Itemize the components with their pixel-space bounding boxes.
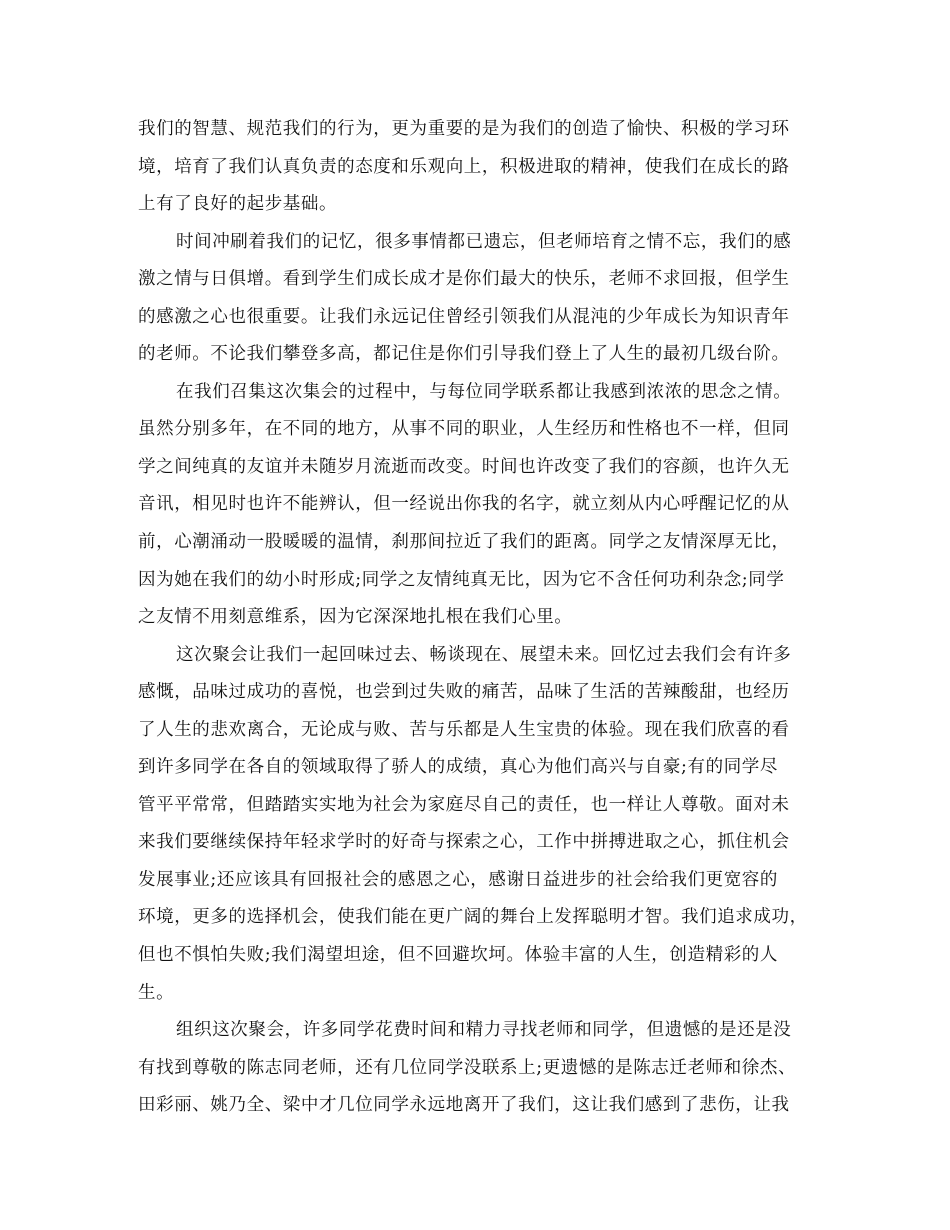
text-line: 的老师。不论我们攀登多高，都记住是你们引导我们登上了人生的最初几级台阶。 (138, 344, 790, 365)
text-line: 发展事业;还应该具有回报社会的感恩之心，感谢日益进步的社会给我们更宽容的 (138, 869, 778, 890)
paragraph-first-line: 组织这次聚会，许多同学花费时间和精力寻找老师和同学，但遗憾的是还是没 (176, 1020, 792, 1041)
text-line: 学之间纯真的友谊并未随岁月流逝而改变。时间也许改变了我们的容颜，也许久无 (138, 456, 790, 477)
text-line: 来我们要继续保持年轻求学时的好奇与探索之心，工作中拼搏进取之心，抓住机会 (138, 832, 790, 853)
text-line: 我们的智慧、规范我们的行为，更为重要的是为我们的创造了愉快、积极的学习环 (138, 119, 790, 139)
text-line: 环境，更多的选择机会，使我们能在更广阔的舞台上发挥聪明才智。我们追求成功， (138, 907, 808, 928)
paragraph-first-line: 这次聚会让我们一起回味过去、畅谈现在、展望未来。回忆过去我们会有许多 (176, 644, 792, 665)
text-line: 生。 (138, 982, 175, 1003)
text-line: 虽然分别多年，在不同的地方，从事不同的职业，人生经历和性格也不一样，但同 (138, 419, 790, 440)
text-line: 但也不惧怕失败;我们渴望坦途，但不回避坎坷。体验丰富的人生，创造精彩的人 (138, 945, 778, 966)
text-line: 激之情与日俱增。看到学生们成长成才是你们最大的快乐，老师不求回报，但学生 (138, 269, 790, 290)
document-body (138, 111, 818, 1125)
text-line: 上有了良好的起步基础。 (138, 194, 338, 215)
text-line: 了人生的悲欢离合，无论成与败、苦与乐都是人生宝贵的体验。现在我们欣喜的看 (138, 719, 790, 740)
paragraph-first-line: 时间冲刷着我们的记忆，很多事情都已遗忘，但老师培育之情不忘，我们的感 (176, 231, 792, 252)
text-line: 因为她在我们的幼小时形成;同学之友情纯真无比，因为它不含任何功利杂念;同学 (138, 569, 785, 590)
paragraph-first-line: 在我们召集这次集会的过程中，与每位同学联系都让我感到浓浓的思念之情。 (176, 381, 792, 402)
text-line: 的感激之心也很重要。让我们永远记住曾经引领我们从混沌的少年成长为知识青年 (138, 306, 790, 327)
text-line: 前，心潮涌动一股暖暖的温情，刹那间拉近了我们的距离。同学之友情深厚无比， (138, 532, 790, 553)
text-line: 境，培育了我们认真负责的态度和乐观向上，积极进取的精神，使我们在成长的路 (138, 156, 790, 177)
text-line: 感慨，品味过成功的喜悦，也尝到过失败的痛苦，品味了生活的苦辣酸甜，也经历 (138, 682, 790, 703)
text-line: 有找到尊敬的陈志同老师，还有几位同学没联系上;更遗憾的是陈志迁老师和徐杰、 (138, 1057, 797, 1078)
text-line: 之友情不用刻意维系，因为它深深地扎根在我们心里。 (138, 607, 573, 628)
text-line: 音讯，相见时也许不能辨认，但一经说出你我的名字，就立刻从内心呼醒记忆的从 (138, 494, 790, 515)
text-line: 到许多同学在各自的领域取得了骄人的成绩，真心为他们高兴与自豪;有的同学尽 (138, 757, 778, 778)
text-line: 田彩丽、姚乃全、梁中才几位同学永远地离开了我们，这让我们感到了悲伤，让我 (138, 1095, 790, 1116)
text-line: 管平平常常，但踏踏实实地为社会为家庭尽自己的责任，也一样让人尊敬。面对未 (138, 794, 790, 815)
